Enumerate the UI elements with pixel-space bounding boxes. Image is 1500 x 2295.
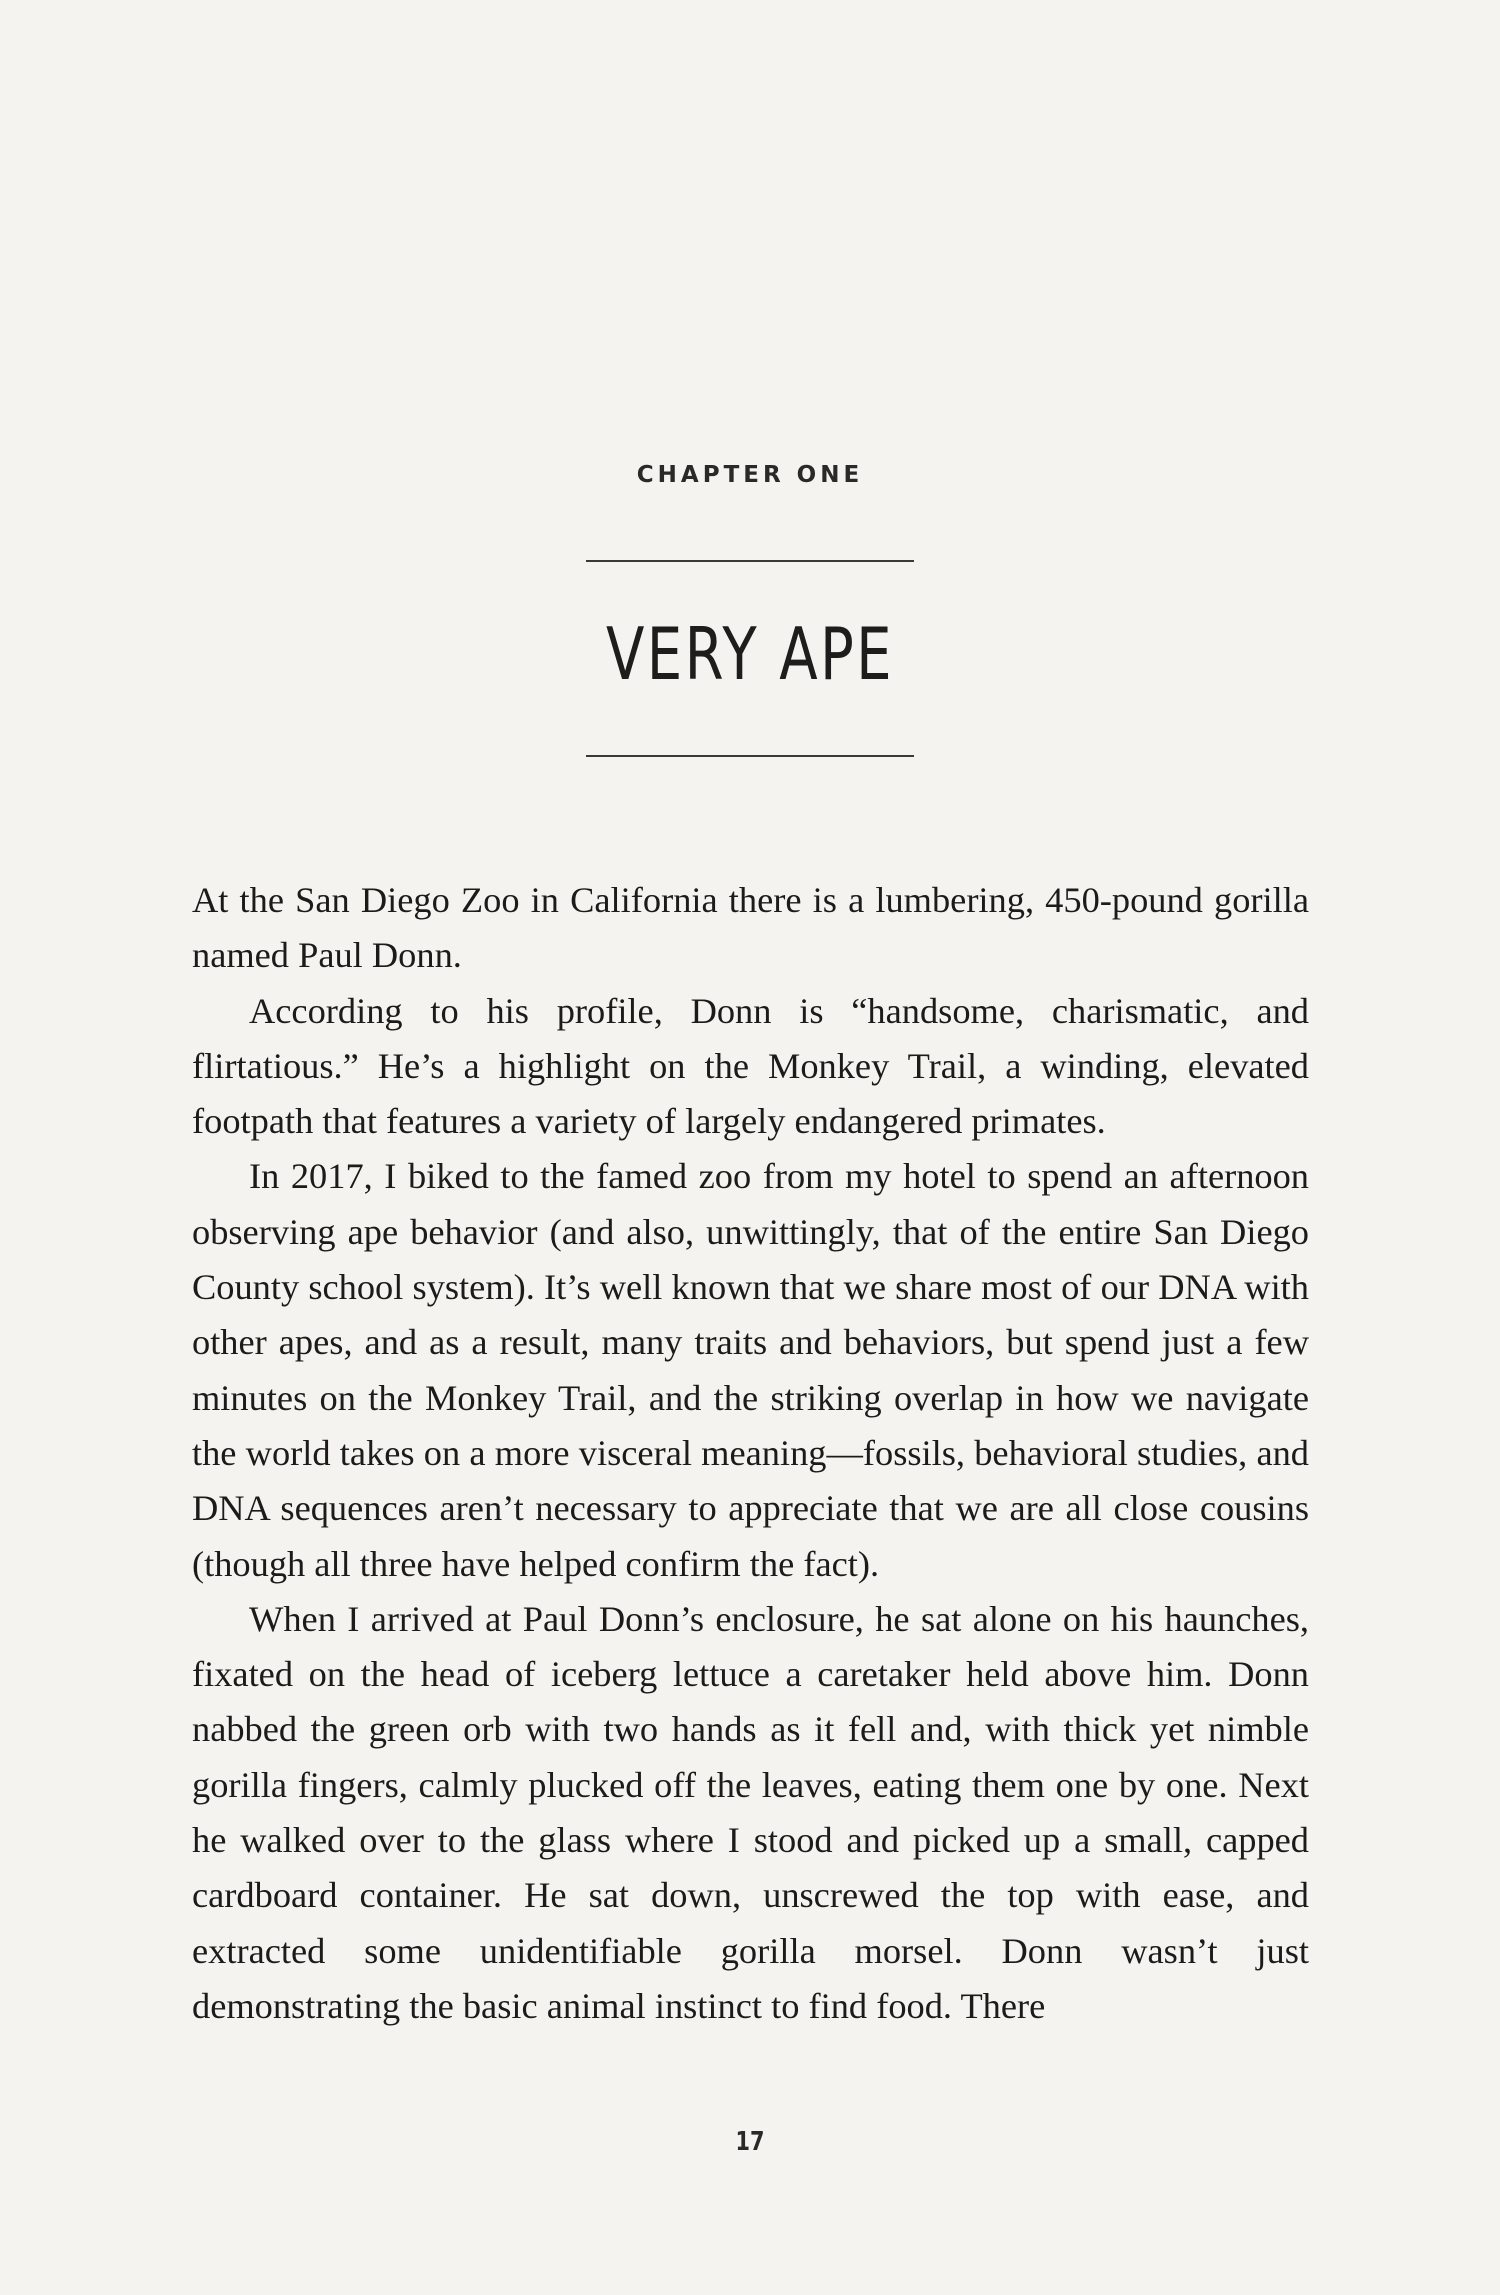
title-rule-top (586, 560, 914, 562)
paragraph: According to his profile, Donn is “handsome, charismatic, and flirtatious.” He’s a highlight on the Monkey Trail, a winding, elevated footpath that features a variety of largely endangered primates. (192, 990, 1309, 1142)
paragraph: In 2017, I biked to the famed zoo from my hotel to spend an afternoon observing ape behavior (and also, unwittingly, that of the entire San Diego County school system). It’s well known that we share most of our DNA with other apes, and as a result, many traits and behaviors, but spend just a few minutes on the Monkey Trail, and the striking overlap in how we navigate the world takes on a more visceral meaning—fossils, behavioral studies, and DNA sequences aren’t necessary to appreciate that we are all close cousins (though all three have helped confirm the fact). (192, 1156, 1309, 1584)
page-number: 17 (735, 2127, 765, 2157)
paragraph: When I arrived at Paul Donn’s enclosure, he sat alone on his haunches, fixated on the head of iceberg lettuce a caretaker held above him. Donn nabbed the green orb with two hands as it fell and, with thick yet nimble gorilla fingers, calmly plucked off the leaves, eating them one by one. Next he walked over to the glass where I stood and picked up a small, capped cardboard container. He sat down, unscrewed the top with ease, and extracted some unidentifiable gorilla morsel. Donn wasn’t just demonstrating the basic animal instinct to find food. There (192, 1598, 1309, 2026)
body-text (192, 873, 1309, 2034)
chapter-label: CHAPTER ONE (636, 462, 864, 488)
title-rule-bottom (586, 755, 914, 757)
chapter-title: VERY APE (606, 612, 894, 696)
paragraph: At the San Diego Zoo in California there is a lumbering, 450-pound gorilla named Paul Donn. (192, 880, 1309, 976)
